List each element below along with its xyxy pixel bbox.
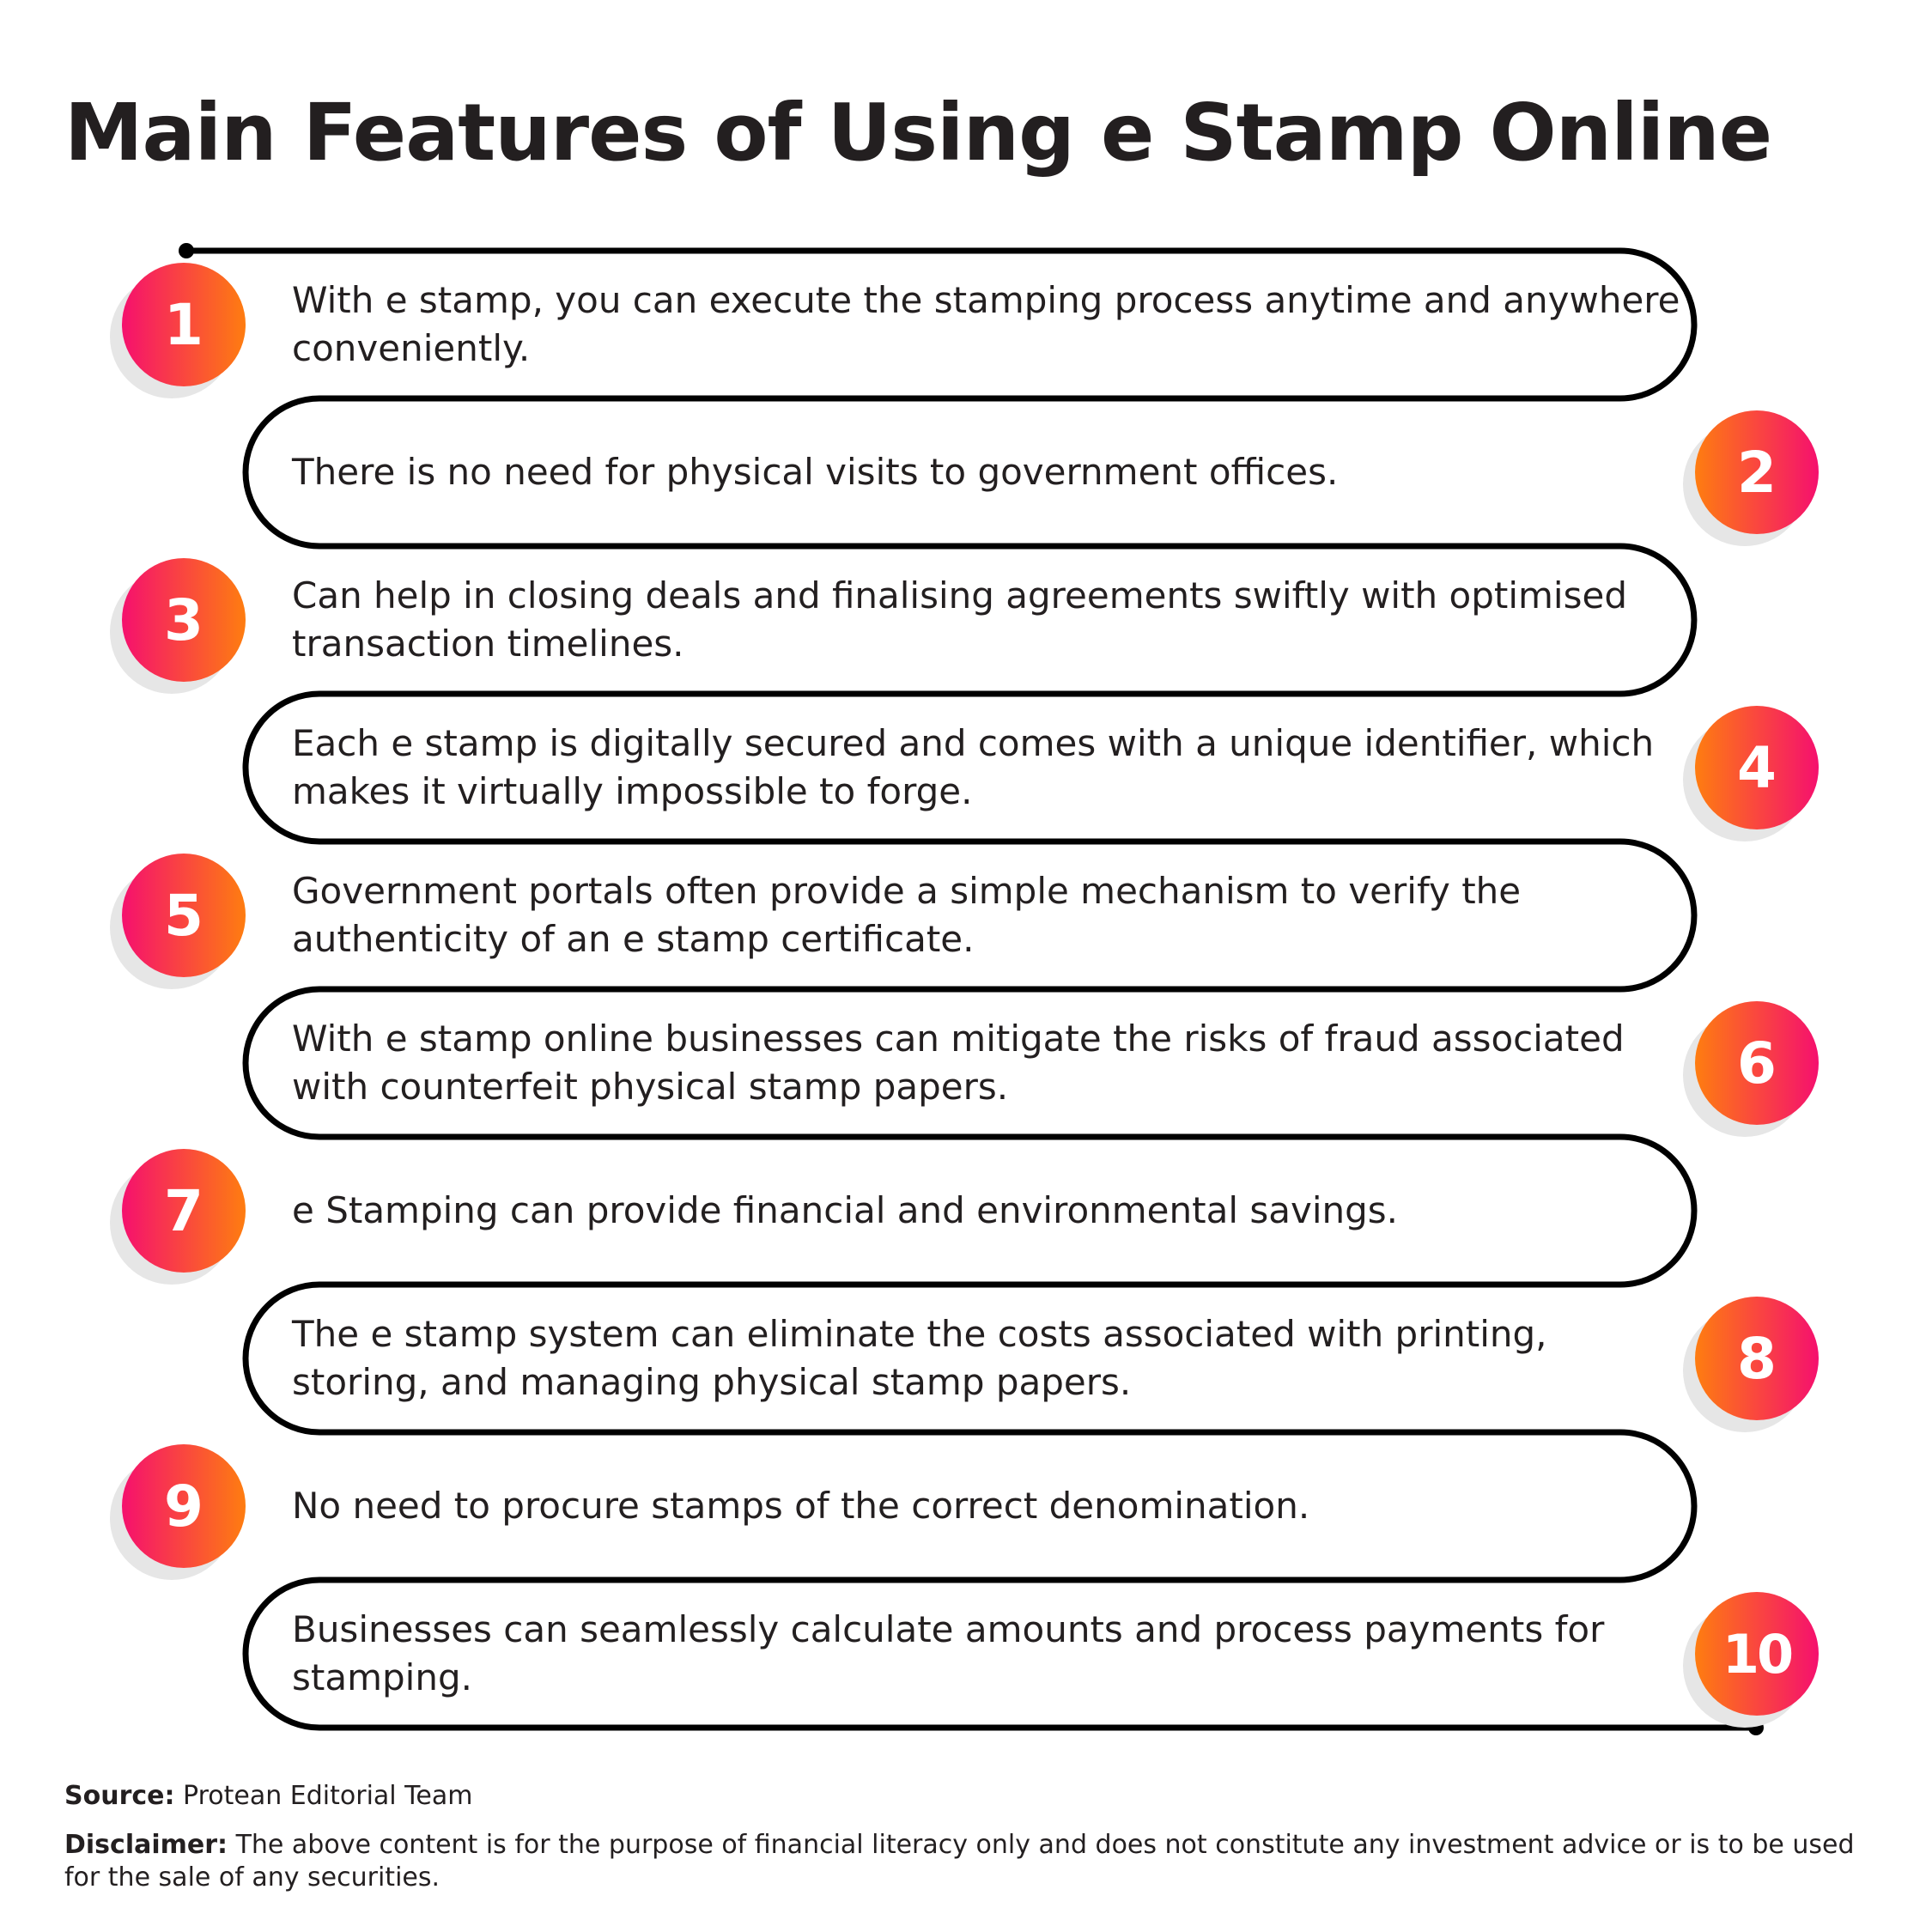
feature-number-badge: 9 [122, 1444, 246, 1568]
source-label: Source: [64, 1781, 175, 1811]
source-text: Protean Editorial Team [183, 1781, 473, 1811]
feature-text: Each e stamp is digitally secured and comes with a unique identifier, which makes it virtually impossible to forge. [292, 722, 1655, 812]
feature-text: Businesses can seamlessly calculate amounts and process payments for stamping. [292, 1608, 1605, 1698]
page-title: Main Features of Using e Stamp Online [64, 87, 1772, 179]
feature-number-badge: 10 [1695, 1592, 1819, 1716]
feature-number-badge: 7 [122, 1149, 246, 1273]
feature-text: No need to procure stamps of the correct denomination. [292, 1485, 1310, 1527]
feature-text: With e stamp online businesses can mitigate the risks of fraud associated with counterfeit physical stamp papers. [292, 1018, 1625, 1108]
feature-number-badge: 4 [1695, 706, 1819, 829]
feature-number-badge: 2 [1695, 410, 1819, 534]
disclaimer-note [64, 1829, 1876, 1894]
feature-number-badge: 6 [1695, 1001, 1819, 1125]
feature-number-badge: 3 [122, 558, 246, 682]
feature-number-badge: 1 [122, 263, 246, 386]
feature-text: e Stamping can provide financial and environmental savings. [292, 1189, 1399, 1231]
feature-number-badge: 5 [122, 854, 246, 977]
feature-text: With e stamp, you can execute the stamping process anytime and anywhere conveniently. [292, 279, 1680, 369]
track-end-dot [1748, 1720, 1764, 1735]
disclaimer-label: Disclaimer: [64, 1830, 228, 1860]
feature-text: Government portals often provide a simple mechanism to verify the authenticity of an e stamp certificate. [292, 870, 1522, 960]
disclaimer-text: The above content is for the purpose of financial literacy only and does not constitute any investment advice or is to be used for the sale of any securities. [64, 1830, 1855, 1893]
feature-number-badge: 8 [1695, 1297, 1819, 1420]
track-start-dot [179, 243, 194, 258]
feature-text: The e stamp system can eliminate the costs associated with printing, storing, and managing physical stamp papers. [292, 1313, 1547, 1403]
feature-text: There is no need for physical visits to government offices. [292, 451, 1339, 493]
feature-text: Can help in closing deals and finalising agreements swiftly with optimised transaction timelines. [292, 574, 1627, 665]
source-note [64, 1780, 1876, 1813]
